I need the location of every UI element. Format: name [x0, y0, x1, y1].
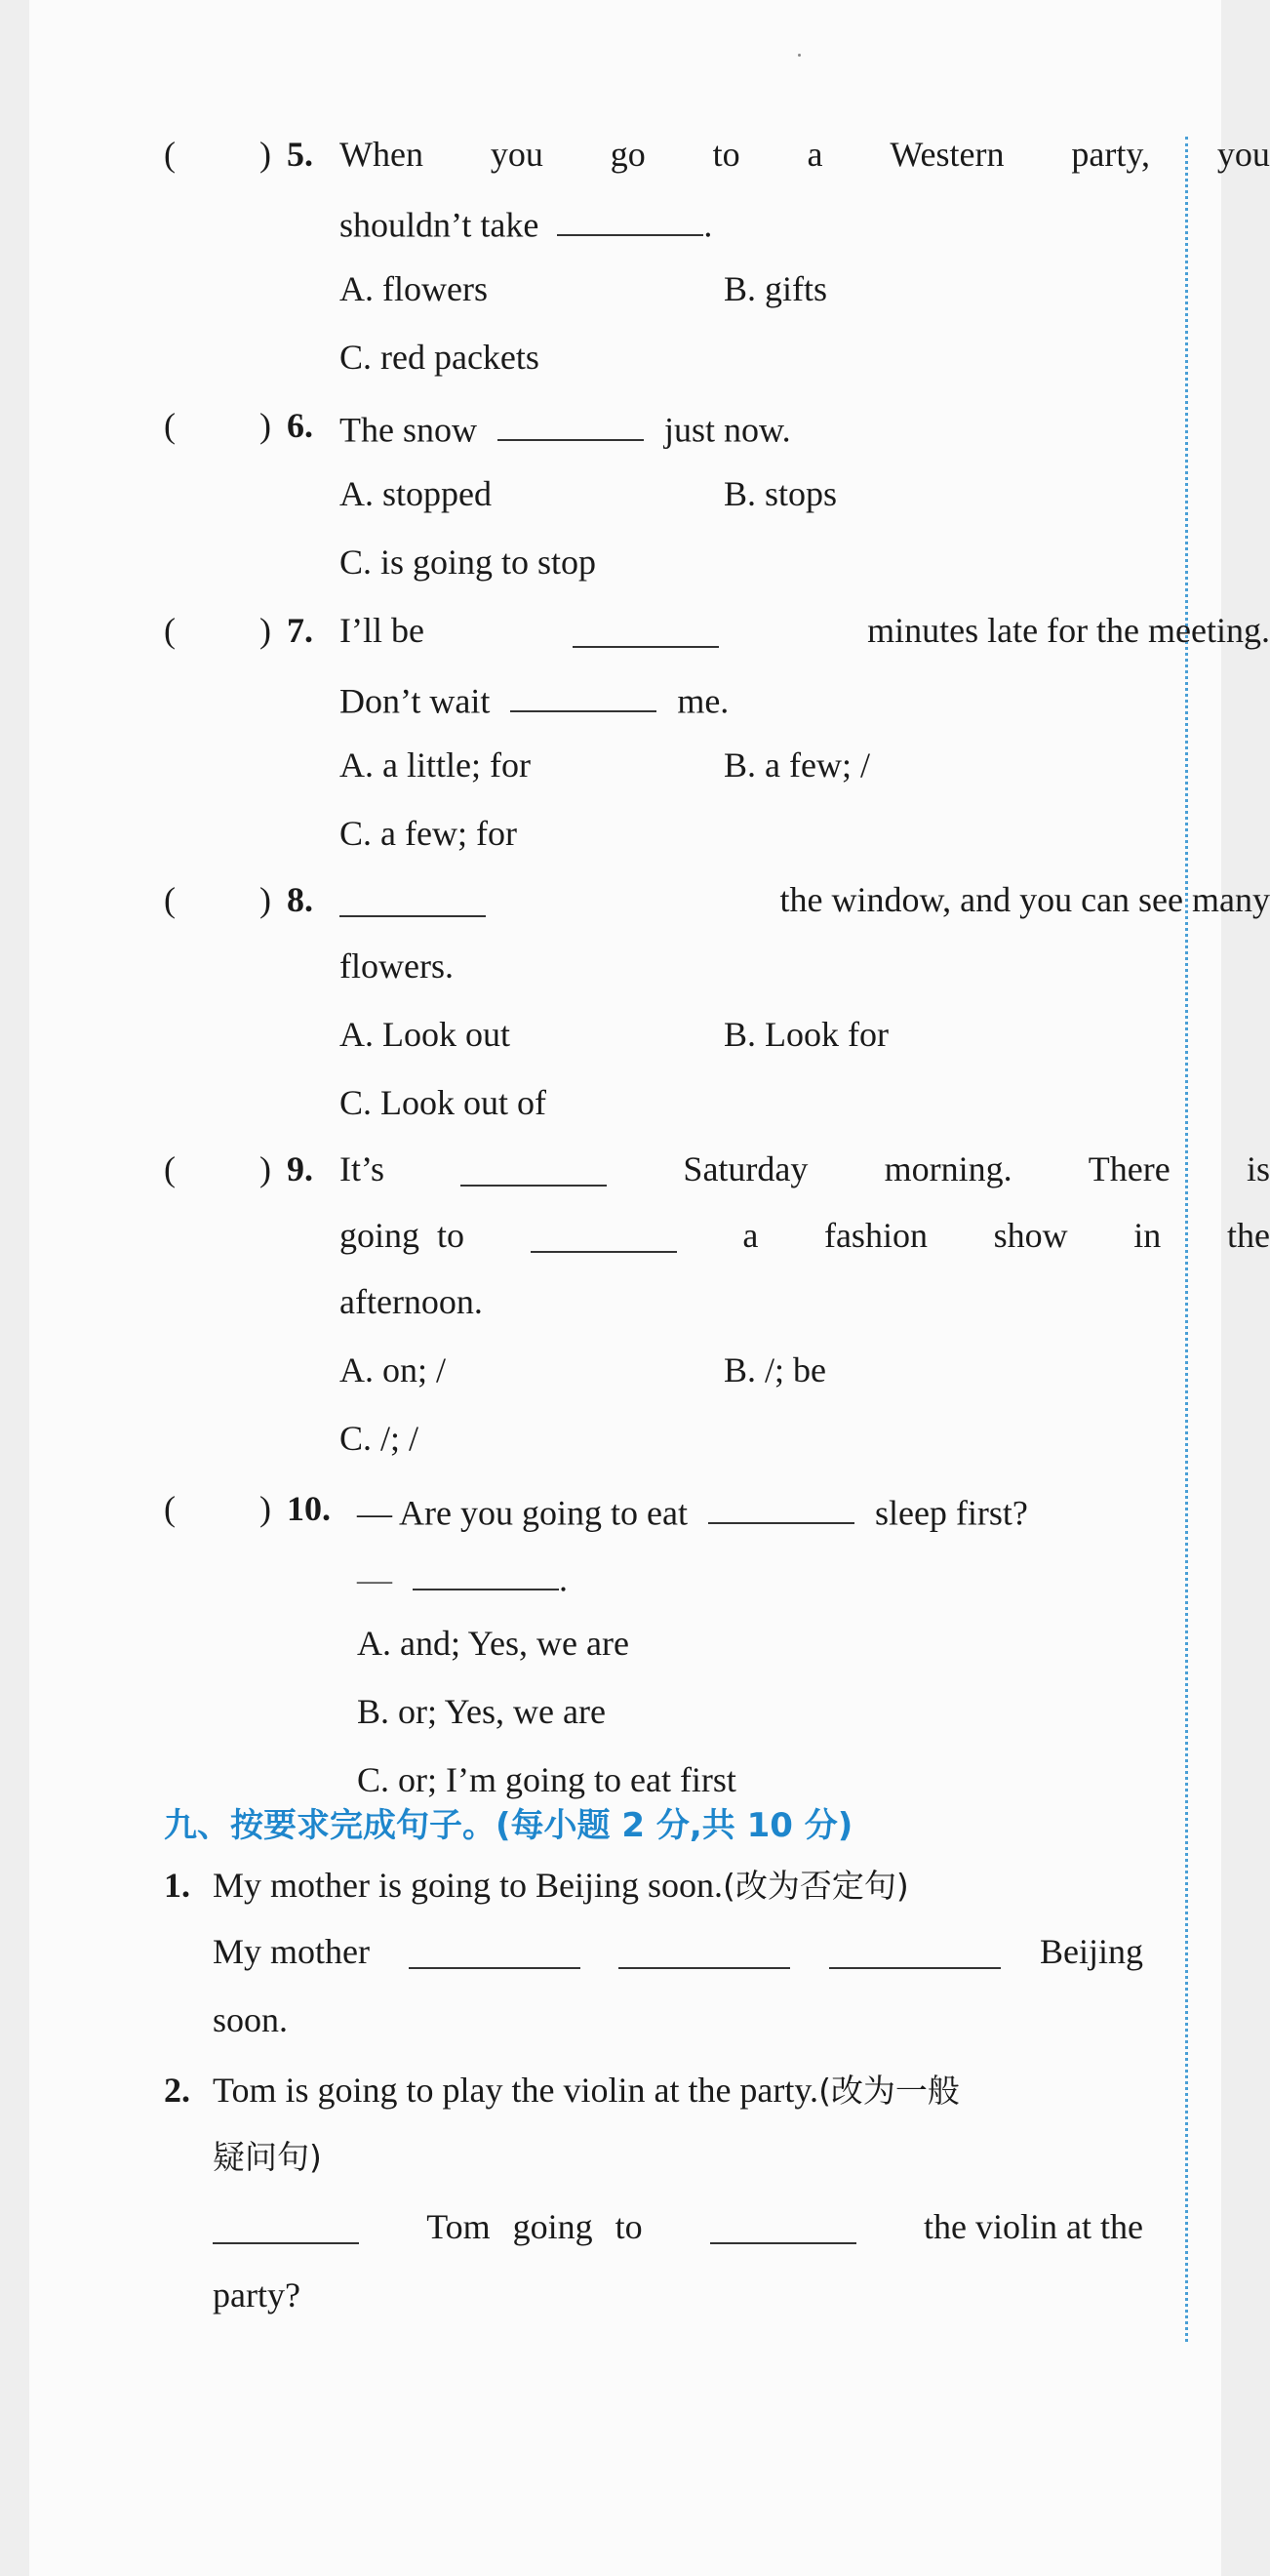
answer-blank[interactable]	[213, 2211, 359, 2244]
answer-text: the violin at the	[924, 2207, 1143, 2246]
answer-blank[interactable]	[413, 1557, 559, 1590]
stem-text: —	[357, 1559, 392, 1599]
question-stem-line-1	[339, 613, 1270, 648]
question-number: 7.	[287, 611, 313, 650]
answer-paren-open: (	[164, 880, 176, 919]
question-stem-line-1	[339, 137, 1270, 172]
stem-text: — Are you going to eat	[357, 1493, 688, 1533]
stem-text: It’s	[339, 1149, 385, 1188]
option-a[interactable]: A. Look out	[339, 1015, 510, 1054]
answer-blank[interactable]	[510, 679, 656, 712]
answer-blank[interactable]	[557, 203, 703, 236]
stem-text: Don’t wait	[339, 681, 491, 721]
stem-word: Western	[890, 135, 1005, 174]
stem-text: the window, and you can see many	[779, 880, 1270, 919]
stem-text: going to	[339, 1216, 465, 1255]
option-c[interactable]: C. /; /	[339, 1419, 419, 1458]
question-number: 9.	[287, 1149, 313, 1188]
stem-text: .	[559, 1559, 568, 1599]
answer-blank[interactable]	[708, 1491, 854, 1524]
answer-blank[interactable]	[531, 1220, 677, 1253]
answer-paren-close: )	[259, 1149, 271, 1188]
question-stem-line-2	[339, 1218, 1270, 1253]
answer-paren-close: )	[259, 1489, 271, 1528]
answer-blank[interactable]	[829, 1936, 1001, 1969]
option-c[interactable]: C. a few; for	[339, 814, 517, 853]
stem-word: is	[1246, 1149, 1270, 1188]
answer-line-2: party?	[213, 2275, 300, 2314]
option-b[interactable]: B. or; Yes, we are	[357, 1692, 606, 1731]
option-b[interactable]: B. /; be	[724, 1350, 826, 1389]
item-number: 1.	[164, 1866, 190, 1905]
answer-text: Beijing	[1039, 1932, 1143, 1971]
stem-text: I’ll be	[339, 611, 424, 650]
option-a[interactable]: A. flowers	[339, 269, 488, 308]
answer-text: My mother	[213, 1932, 370, 1971]
option-a[interactable]: A. and; Yes, we are	[357, 1624, 629, 1663]
stem-text: shouldn’t take	[339, 205, 539, 245]
option-a[interactable]: A. stopped	[339, 474, 492, 513]
stem-word: When	[339, 135, 423, 174]
stem-word: to	[712, 135, 740, 174]
option-a[interactable]: A. on; /	[339, 1350, 447, 1389]
answer-paren-close: )	[259, 611, 271, 650]
answer-paren-open: (	[164, 406, 176, 445]
instruction-text: (改为否定句)	[723, 1867, 909, 1905]
stem-word: the	[1226, 1216, 1270, 1255]
question-stem-line-3: afternoon.	[339, 1282, 483, 1321]
stem-text: me.	[677, 681, 730, 721]
item-prompt	[213, 2073, 960, 2108]
question-number: 10.	[287, 1489, 331, 1528]
stem-word: in	[1133, 1216, 1162, 1255]
answer-paren-open: (	[164, 611, 176, 650]
stem-word: a	[742, 1216, 759, 1255]
option-b[interactable]: B. stops	[724, 474, 838, 513]
question-number: 5.	[287, 135, 313, 174]
question-stem-line-1	[339, 408, 791, 450]
option-c[interactable]: C. Look out of	[339, 1083, 546, 1122]
question-stem-line-1	[339, 882, 1270, 917]
answer-blank[interactable]	[573, 615, 719, 648]
stem-word: There	[1088, 1149, 1171, 1188]
stem-word: Saturday	[683, 1149, 809, 1188]
option-b[interactable]: B. a few; /	[724, 745, 870, 785]
stem-word: show	[993, 1216, 1068, 1255]
item-number: 2.	[164, 2071, 190, 2110]
answer-paren-open: (	[164, 1489, 176, 1528]
prompt-sentence: Tom is going to play the violin at the party.	[213, 2071, 819, 2110]
option-a[interactable]: A. a little; for	[339, 745, 531, 785]
question-stem-line-2	[339, 679, 730, 721]
worksheet-page	[29, 0, 1221, 2576]
answer-line-2: soon.	[213, 2000, 289, 2039]
question-number: 6.	[287, 406, 313, 445]
stem-word: you	[1216, 135, 1270, 174]
answer-blank[interactable]	[710, 2211, 856, 2244]
option-c[interactable]: C. or; I’m going to eat first	[357, 1760, 736, 1799]
option-b[interactable]: B. gifts	[724, 269, 828, 308]
answer-blank[interactable]	[497, 408, 644, 441]
question-stem-line-2: flowers.	[339, 946, 454, 986]
answer-line-1	[213, 1934, 1143, 1969]
page-speck	[798, 54, 801, 57]
stem-text: .	[703, 205, 713, 245]
question-number: 8.	[287, 880, 313, 919]
stem-word: morning.	[884, 1149, 1012, 1188]
stem-word: you	[490, 135, 543, 174]
answer-paren-open: (	[164, 1149, 176, 1188]
instruction-text: (改为一般	[818, 2072, 960, 2110]
answer-blank[interactable]	[339, 884, 486, 917]
answer-line-1	[213, 2209, 1143, 2244]
stem-text: sleep first?	[874, 1493, 1028, 1533]
answer-blank[interactable]	[618, 1936, 790, 1969]
stem-word: a	[807, 135, 823, 174]
question-stem-line-1	[357, 1491, 1028, 1533]
option-b[interactable]: B. Look for	[724, 1015, 889, 1054]
answer-paren-close: )	[259, 880, 271, 919]
question-stem-line-1	[339, 1151, 1270, 1187]
section-title: 九、按要求完成句子。(每小题 2 分,共 10 分)	[164, 1806, 853, 1845]
answer-paren-close: )	[259, 406, 271, 445]
stem-text: minutes late for the meeting.	[867, 611, 1270, 650]
option-c[interactable]: C. is going to stop	[339, 543, 597, 582]
stem-word: party,	[1071, 135, 1151, 174]
option-c[interactable]: C. red packets	[339, 338, 539, 377]
answer-text: Tom going to	[426, 2207, 643, 2246]
item-prompt	[213, 1868, 909, 1903]
answer-paren-close: )	[259, 135, 271, 174]
prompt-sentence: My mother is going to Beijing soon.	[213, 1866, 724, 1905]
stem-text: The snow	[339, 410, 477, 450]
instruction-text-continued: 疑问句)	[213, 2138, 322, 2176]
answer-paren-open: (	[164, 135, 176, 174]
stem-word: fashion	[823, 1216, 928, 1255]
answer-blank[interactable]	[409, 1936, 580, 1969]
stem-text: just now.	[663, 410, 791, 450]
stem-word: go	[610, 135, 646, 174]
answer-blank[interactable]	[460, 1153, 607, 1187]
question-stem-line-2	[339, 203, 713, 245]
question-stem-line-2	[357, 1557, 568, 1599]
